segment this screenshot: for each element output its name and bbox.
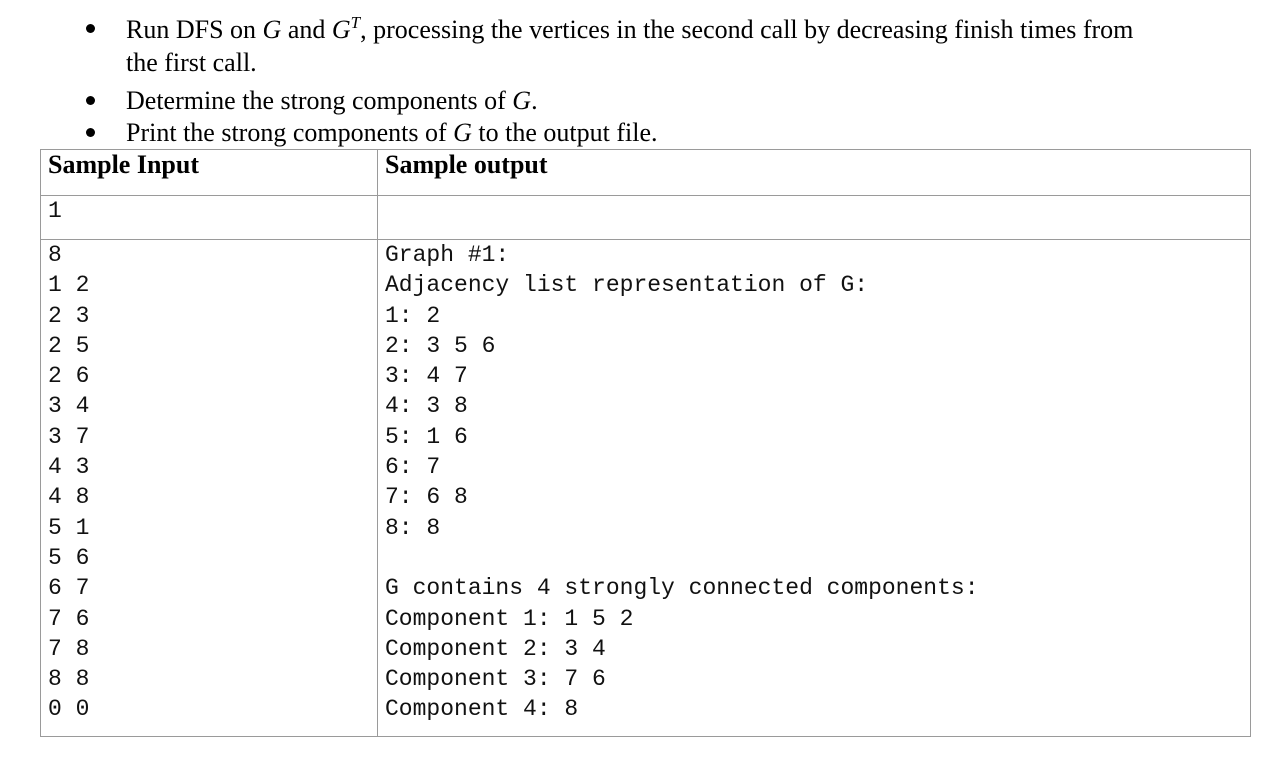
input-line: 2 3 bbox=[48, 302, 90, 329]
output-line: 5: 1 6 bbox=[385, 423, 468, 450]
bullet-3-text-a: Print the strong components of bbox=[126, 118, 454, 147]
bullet-dot bbox=[86, 128, 95, 137]
input-line: 0 0 bbox=[48, 696, 90, 723]
input-line: 4 8 bbox=[48, 484, 90, 511]
output-line: Component 3: 7 6 bbox=[385, 666, 606, 693]
input-line: 8 bbox=[48, 242, 62, 268]
input-line: 1 2 bbox=[48, 272, 90, 299]
input-line: 2 6 bbox=[48, 363, 90, 390]
input-line: 5 1 bbox=[48, 514, 90, 541]
input-line: 7 6 bbox=[48, 605, 90, 632]
input-line: 5 6 bbox=[48, 544, 90, 571]
header-sample-input: Sample Input bbox=[41, 150, 378, 196]
output-line: 7: 6 8 bbox=[385, 484, 468, 511]
bullet-1-superscript: T bbox=[350, 13, 361, 32]
bullet-dot bbox=[86, 96, 95, 105]
output-line: Graph #1: bbox=[385, 242, 510, 268]
input-line: 2 5 bbox=[48, 332, 90, 359]
output-line: 3: 4 7 bbox=[385, 363, 468, 390]
bullet-item-1-continued: the first call. bbox=[126, 48, 257, 77]
bullet-3-g: G bbox=[453, 118, 472, 147]
input-cell bbox=[41, 240, 378, 737]
table-header-row bbox=[41, 150, 1251, 196]
output-line: 4: 3 8 bbox=[385, 393, 468, 420]
input-line: 3 4 bbox=[48, 393, 90, 420]
bullet-3-text-b: to the output file. bbox=[471, 118, 658, 147]
output-cell bbox=[378, 240, 1251, 737]
input-line: 7 8 bbox=[48, 635, 90, 662]
first-row-output bbox=[378, 196, 1251, 240]
output-line: Adjacency list representation of G: bbox=[385, 272, 869, 299]
output-line: 1: 2 bbox=[385, 302, 441, 329]
output-line: Component 2: 3 4 bbox=[385, 635, 606, 662]
input-line: 6 7 bbox=[48, 575, 90, 602]
sample-table bbox=[40, 149, 1251, 737]
bullet-2-text-b: . bbox=[531, 86, 538, 115]
input-line: 8 8 bbox=[48, 666, 90, 693]
output-line: 2: 3 5 6 bbox=[385, 332, 496, 359]
header-sample-output: Sample output bbox=[378, 150, 1251, 196]
bullet-1-text-c: , processing the vertices in the second call by decreasing finish times from bbox=[360, 15, 1134, 44]
table-row bbox=[41, 196, 1251, 240]
bullet-item-1 bbox=[126, 14, 1133, 45]
bullet-1-text-a: Run DFS on bbox=[126, 15, 263, 44]
output-line: 6: 7 bbox=[385, 454, 441, 481]
bullet-1-g: G bbox=[262, 15, 282, 44]
bullet-1-g-transpose: G bbox=[331, 15, 351, 44]
bullet-item-2 bbox=[126, 85, 538, 116]
input-line: 3 7 bbox=[48, 423, 90, 450]
output-line: G contains 4 strongly connected components: bbox=[385, 575, 979, 602]
bullet-2-text-a: Determine the strong components of bbox=[126, 86, 513, 115]
first-row-input: 1 bbox=[41, 196, 378, 240]
output-line bbox=[385, 543, 1250, 573]
output-line: 8: 8 bbox=[385, 514, 441, 541]
table-row bbox=[41, 240, 1251, 737]
bullet-dot bbox=[86, 24, 95, 33]
bullet-2-g: G bbox=[512, 86, 532, 115]
bullet-item-3 bbox=[126, 117, 658, 148]
input-line: 4 3 bbox=[48, 454, 90, 481]
bullet-1-text-b: and bbox=[281, 15, 332, 44]
output-line: Component 4: 8 bbox=[385, 696, 579, 723]
output-line: Component 1: 1 5 2 bbox=[385, 605, 634, 632]
